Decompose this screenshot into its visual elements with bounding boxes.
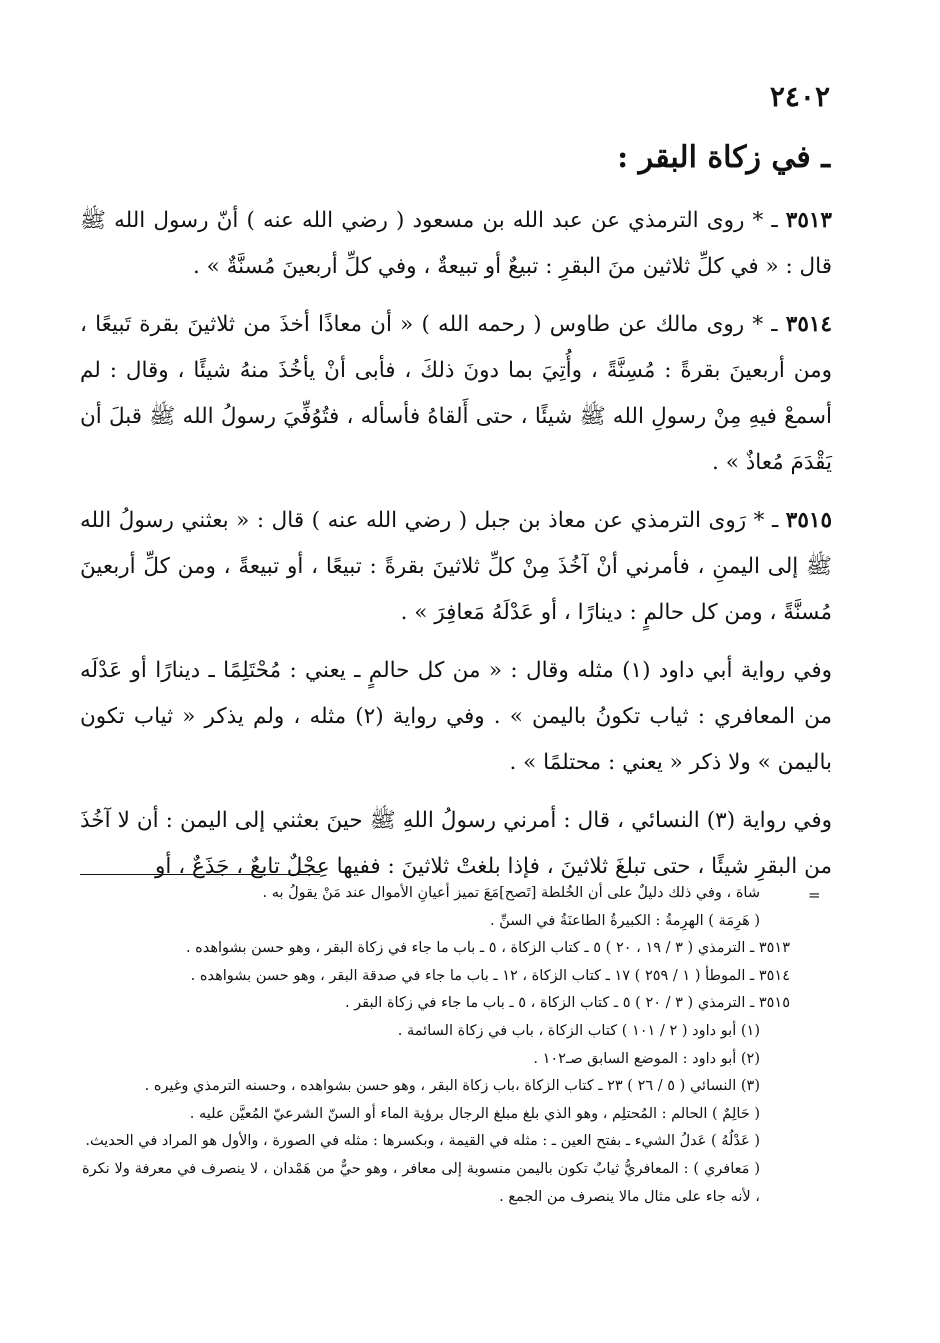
hadith-number: ٣٥١٥ — [785, 508, 832, 533]
footnote: ( هَرِمَة ) الهرِمةُ : الكبيرةُ الطاعنَةُ في السنِّ . — [490, 912, 760, 929]
narration-text: وفي رواية أبي داود (١) مثله وقال : « من كل حالمٍ ـ يعني : مُحْتَلِمًا ـ دينارًا أو عَدْلَه من المعافري : ثياب تكونُ باليمن » . وفي رواية (٢) مثله ، ولم يذكر « ثياب تكون باليمن » ولا ذكر « يعني : محتلمًا » . — [80, 658, 833, 775]
footnote-divider — [80, 874, 320, 875]
hadith-text: ـ * روى مالك عن طاوس ( رحمه الله ) « أن معاذًا أخذَ من ثلاثينَ بقرة تَبيعًا ، ومن أربعينَ بقرةً : مُسِنَّةً ، وأُتِيَ بما دونَ ذلكَ ، فأبى أنْ يأخُذَ منهُ شيئًا ، وقال : لم أسمعْ فيهِ مِنْ رسولِ الله ﷺ شيئًا ، حتى أَلقاهُ فأسأله ، فتُوُفِّيَ رسولُ الله ﷺ قبلَ أن يَقْدَمَ مُعاذٌ » . — [80, 312, 832, 475]
footnote: (٣) النسائي ( ٥ / ٢٦ ) ٢٣ ـ كتاب الزكاة ،باب زكاة البقر ، وهو حسن بشواهده ، وحسنه الترمذي وغيره . — [144, 1078, 760, 1095]
footnote-gloss: ( مَعافري ) : المعافريُّ ثيابٌ تكون باليمن منسوبة إلى معافر ، وهو حيٌّ من هَمْدان ، لا ينصرف في معرفة ولا نكرة ، لأنه جاء على مثال مالا ينصرف من الجمع . — [82, 1160, 760, 1205]
narration-paragraph — [80, 798, 832, 890]
footnote-source: ٣٥١٥ ـ الترمذي ( ٣ / ٢٠ ) ٥ ـ كتاب الزكاة ، ٥ ـ باب ما جاء في زكاة البقر . — [344, 995, 790, 1012]
footnote: شاة ، وفي ذلك دليلٌ على أن الخُلطة [تَصح]مَعَ تميز أعيانِ الأموال عند مَنْ يقولُ به . — [262, 885, 760, 901]
narration-text: وفي رواية (٣) النسائي ، قال : أمرني رسولُ اللهِ ﷺ حينَ بعثني إلى اليمن : أن لا آخُذَ من البقرِ شيئًا ، حتى تبلغَ ثلاثينَ ، فإذا بلغتْ ثلاثينَ : ففيها عِجْلٌ تابعٌ ، جَذَعٌ ، أو — [80, 808, 832, 879]
hadith-number: ٣٥١٣ — [785, 208, 832, 233]
footnote: (٢) أبو داود : الموضع السابق صـ١٠٢ . — [533, 1050, 760, 1067]
narration-paragraph — [80, 648, 832, 786]
hadith-text: ـ * روى الترمذي عن عبد الله بن مسعود ( رضي الله عنه ) أنّ رسول الله ﷺ قال : « في كلِّ ثلاثين منَ البقرِ : تبيعٌ أو تبيعةٌ ، وفي كلِّ أربعينَ مُسنَّةٌ » . — [80, 208, 832, 279]
footnote: (١) أبو داود ( ٢ / ١٠١ ) كتاب الزكاة ، باب في زكاة السائمة . — [397, 1022, 760, 1039]
section-title: ـ في زكاة البقر : — [617, 140, 830, 175]
body-text — [80, 198, 832, 902]
footnote-continuation-mark: = — [808, 886, 821, 904]
footnote-gloss: ( عَدْلُهُ ) عَدلُ الشيء ـ بفتح العين ـ : مثله في القيمة ، وبكسرها : مثله في الصورة ، والأول هو المراد في الحديث. — [85, 1133, 760, 1150]
footnote-source: ٣٥١٤ ـ الموطأ ( ١ / ٢٥٩ ) ١٧ ـ كتاب الزكاة ، ١٢ ـ باب ما جاء في صدقة البقر ، وهو حسن بشواهده . — [190, 967, 790, 984]
hadith-number: ٣٥١٤ — [785, 312, 832, 337]
page-number: ٢٤٠٢ — [769, 80, 830, 113]
hadith-paragraph — [80, 498, 832, 636]
footnote-source: ٣٥١٣ ـ الترمذي ( ٣ / ١٩ ، ٢٠ ) ٥ ـ كتاب الزكاة ، ٥ ـ باب ما جاء في زكاة البقر ، وهو حسن بشواهده . — [185, 940, 790, 957]
hadith-paragraph — [80, 198, 832, 290]
hadith-text: ـ * رَوى الترمذي عن معاذ بن جبل ( رضي الله عنه ) قال : « بعثني رسولُ الله ﷺ إلى اليمنِ ، فأمرني أنْ آخُذَ مِنْ كلِّ ثلاثينَ بقرةً : تبيعًا ، أو تبيعةً ، ومن كلِّ أربعينَ مُسنَّةً ، ومن كل حالمٍ : دينارًا ، أو عَدْلَهُ مَعافِرَ » . — [80, 508, 832, 625]
footnotes — [82, 880, 790, 1211]
footnote-gloss: ( حَالِمٌ ) الحالم : المُحتلِم ، وهو الذي بلغ مبلغ الرجال برؤية الماء أو السنّ الشرعيّ المُعيَّن عليه . — [189, 1105, 760, 1122]
hadith-paragraph — [80, 302, 832, 486]
